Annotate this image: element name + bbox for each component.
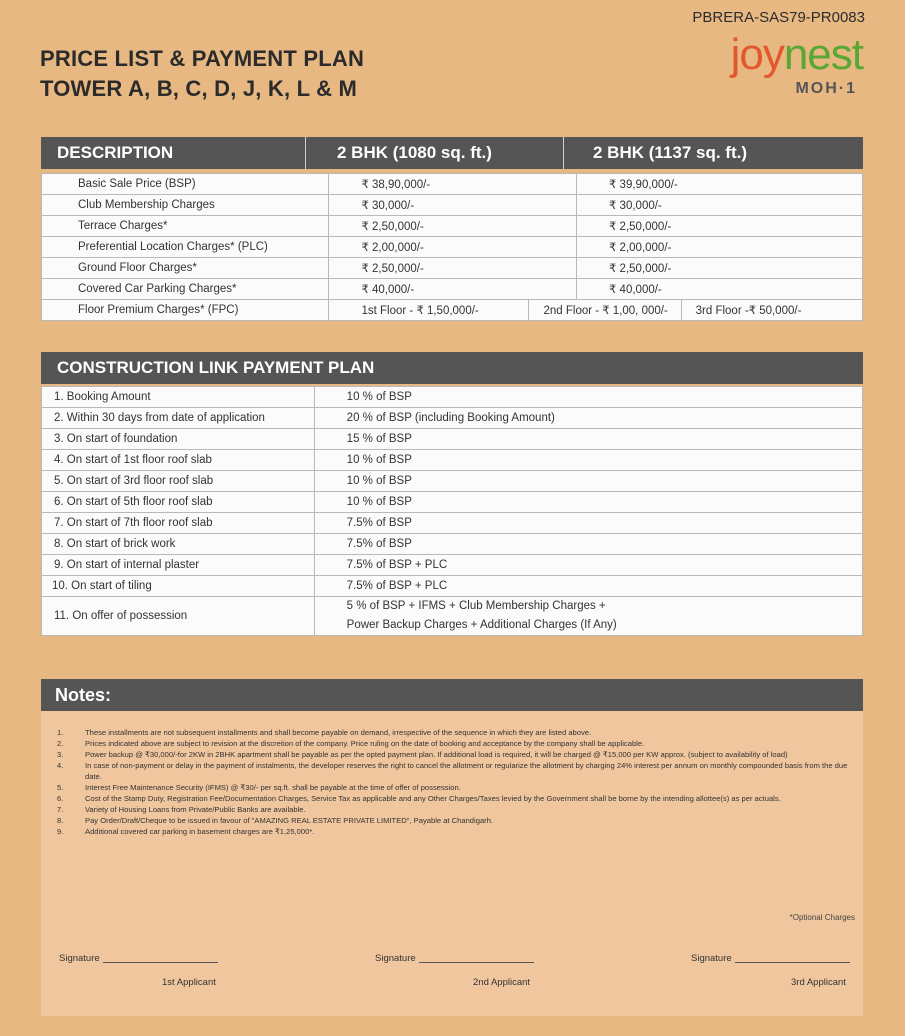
list-item [57,738,857,749]
payment-plan-table [41,386,863,636]
value-1080: ₹ 40,000/- [329,279,577,300]
price-table [41,173,863,321]
joynest-logo [693,30,863,106]
plan-stage: 8. On start of brick work [42,534,315,555]
plan-amount: 7.5% of BSP + PLC [314,555,862,576]
value-1137: ₹ 2,00,000/- [577,237,863,258]
applicant-3-label: 3rd Applicant [791,977,846,988]
note-number: 7. [57,805,64,814]
table-row [42,597,863,636]
fpc-3rd-floor: 3rd Floor -₹ 50,000/- [681,300,862,321]
list-item [57,793,857,804]
row-label: Covered Car Parking Charges* [42,279,329,300]
plan-stage: 10. On start of tiling [42,576,315,597]
title-line-1: PRICE LIST & PAYMENT PLAN [40,46,365,71]
signature-line [735,962,850,963]
note-text: Interest Free Maintenance Security (IFMS) @ ₹30/- per sq.ft. shall be payable at the time of offer of possession. [85,783,461,792]
note-number: 8. [57,816,64,825]
header-divider [305,137,306,169]
notes-panel [41,711,863,1016]
row-label: Club Membership Charges [42,195,329,216]
value-1137: ₹ 30,000/- [577,195,863,216]
row-label: Basic Sale Price (BSP) [42,174,329,195]
value-1080: ₹ 38,90,000/- [329,174,577,195]
note-text: Additional covered car parking in basement charges are ₹1,25,000*. [85,827,315,836]
plan-amount: 7.5% of BSP + PLC [314,576,862,597]
plan-amount-line-2: Power Backup Charges + Additional Charges (If Any) [346,619,617,631]
signature-3 [691,953,850,964]
header-2bhk-1080: 2 BHK (1080 sq. ft.) [337,143,492,162]
table-row [42,555,863,576]
list-item [57,782,857,793]
fpc-2nd-floor: 2nd Floor - ₹ 1,00, 000/- [529,300,681,321]
plan-amount: 10 % of BSP [314,471,862,492]
note-number: 3. [57,750,64,759]
plan-amount: 7.5% of BSP [314,513,862,534]
fpc-1st-floor: 1st Floor - ₹ 1,50,000/- [329,300,529,321]
value-1080: ₹ 2,50,000/- [329,216,577,237]
table-row [42,429,863,450]
note-number: 9. [57,827,64,836]
table-row [42,195,863,216]
logo-nest: nest [783,30,863,79]
plan-stage: 11. On offer of possession [42,597,315,636]
plan-amount: 10 % of BSP [314,492,862,513]
row-label: Preferential Location Charges* (PLC) [42,237,329,258]
plan-stage: 4. On start of 1st floor roof slab [42,450,315,471]
plan-amount-line-1: 5 % of BSP + IFMS + Club Membership Charges + [346,600,606,612]
rera-number: PBRERA-SAS79-PR0083 [692,9,865,26]
list-item [57,760,857,782]
signature-line [419,962,534,963]
value-1080: ₹ 2,00,000/- [329,237,577,258]
signature-label: Signature [375,953,416,964]
row-label: Ground Floor Charges* [42,258,329,279]
list-item [57,826,857,837]
table-row [42,513,863,534]
table-row [42,534,863,555]
table-row [42,300,863,321]
list-item [57,804,857,815]
plan-amount: 20 % of BSP (including Booking Amount) [314,408,862,429]
table-row [42,471,863,492]
table-row [42,492,863,513]
table-row [42,216,863,237]
plan-amount: 7.5% of BSP [314,534,862,555]
plan-amount: 10 % of BSP [314,387,862,408]
signature-1 [59,953,218,964]
plan-stage: 2. Within 30 days from date of application [42,408,315,429]
table-row [42,387,863,408]
note-text: Cost of the Stamp Duty, Registration Fee/Documentation Charges, Service Tax as applicable and any Other Charges/Taxes levied by the Government shall be borne by the intending allottee(s) as per actuals. [85,794,781,803]
signature-line [103,962,218,963]
logo-joy: joy [730,30,784,79]
plan-stage: 3. On start of foundation [42,429,315,450]
plan-stage: 6. On start of 5th floor roof slab [42,492,315,513]
plan-amount: 15 % of BSP [314,429,862,450]
note-text: Variety of Housing Loans from Private/Public Banks are available. [85,805,306,814]
plan-stage: 5. On start of 3rd floor roof slab [42,471,315,492]
logo-wordmark [731,30,863,80]
note-text: Prices indicated above are subject to revision at the discretion of the company. Price ruling on the date of booking and acceptance by the company shall be applicable. [85,739,645,748]
page-title [40,44,364,104]
header-divider [563,137,564,169]
signature-label: Signature [691,953,732,964]
title-line-2: TOWER A, B, C, D, J, K, L & M [40,76,358,101]
note-text: Pay Order/Draft/Cheque to be issued in favour of "AMAZING REAL ESTATE PRIVATE LIMITED", Payable at Chandigarh. [85,816,494,825]
table-row [42,408,863,429]
value-1137: ₹ 2,50,000/- [577,216,863,237]
list-item [57,727,857,738]
plan-stage: 1. Booking Amount [42,387,315,408]
note-number: 4. [57,761,64,770]
note-text: These installments are not subsequent installments and shall become payable on demand, irrespective of the sequence in which they are listed above. [85,728,592,737]
payment-plan-header: CONSTRUCTION LINK PAYMENT PLAN [41,352,863,384]
table-row [42,237,863,258]
applicant-1-label: 1st Applicant [162,977,216,988]
note-number: 2. [57,739,64,748]
list-item [57,815,857,826]
plan-amount [314,597,862,636]
note-number: 6. [57,794,64,803]
note-text: In case of non-payment or delay in the payment of instalments, the developer reserves the right to cancel the allotment or regularize the allotment by charging 24% interest per annum on monthly compounded basis from the due date. [85,761,848,781]
plan-stage: 7. On start of 7th floor roof slab [42,513,315,534]
note-text: Power backup @ ₹30,000/-for 2KW in 2BHK apartment shall be payable as per the opted payment plan. If additional load is required, it will be charged @ ₹15,000 per KW approx. (subject to availability of load) [85,750,788,759]
table-row [42,174,863,195]
list-item [57,749,857,760]
logo-subtitle: MOH·1 [795,80,857,97]
header-description: DESCRIPTION [57,143,174,162]
notes-list [57,727,857,837]
table-row [42,576,863,597]
price-table-header [41,137,863,169]
table-row [42,258,863,279]
value-1137: ₹ 39,90,000/- [577,174,863,195]
value-1080: ₹ 2,50,000/- [329,258,577,279]
plan-amount: 10 % of BSP [314,450,862,471]
table-row [42,450,863,471]
notes-header: Notes: [41,679,863,711]
signature-label: Signature [59,953,100,964]
plan-stage: 9. On start of internal plaster [42,555,315,576]
value-1080: ₹ 30,000/- [329,195,577,216]
row-label: Floor Premium Charges* (FPC) [42,300,329,321]
applicant-2-label: 2nd Applicant [473,977,531,988]
note-number: 1. [57,728,64,737]
optional-charges-note: *Optional Charges [789,913,855,922]
signature-2 [375,953,534,964]
table-row [42,279,863,300]
value-1137: ₹ 2,50,000/- [577,258,863,279]
header-2bhk-1137: 2 BHK (1137 sq. ft.) [593,143,747,162]
value-1137: ₹ 40,000/- [577,279,863,300]
note-number: 5. [57,783,64,792]
row-label: Terrace Charges* [42,216,329,237]
